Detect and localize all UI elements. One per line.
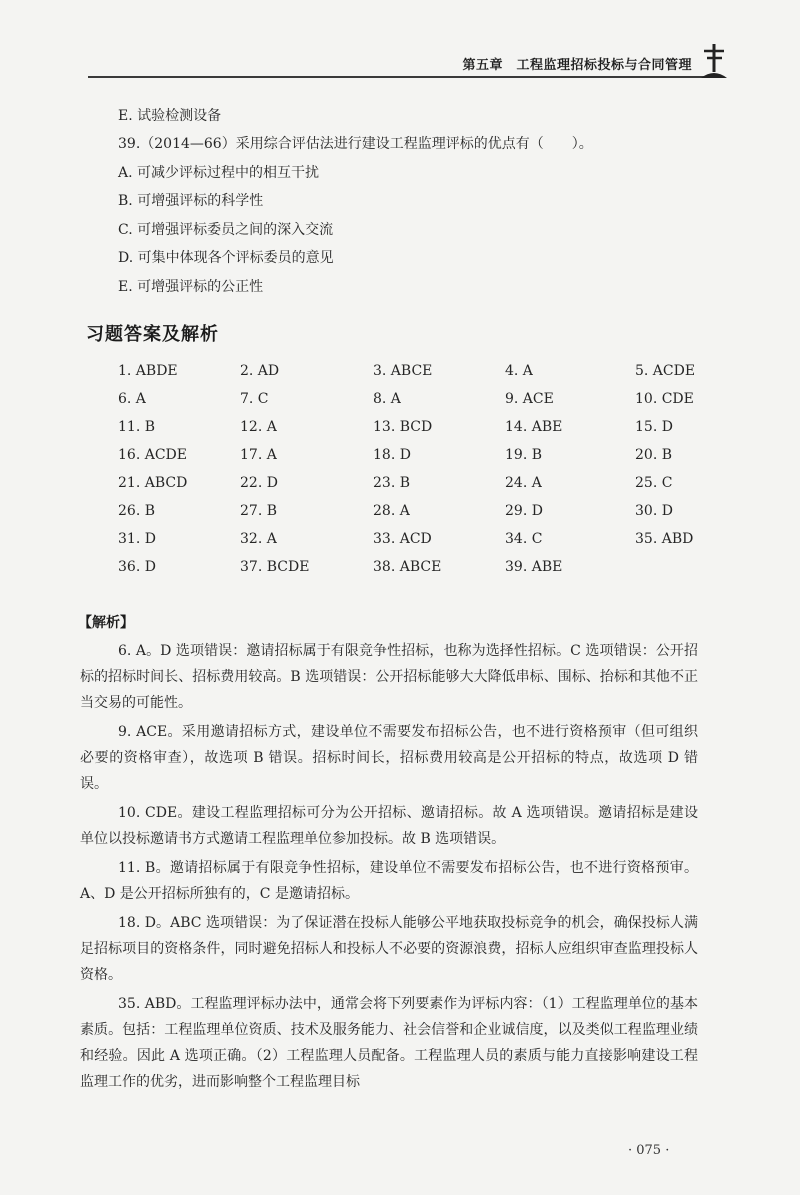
answer-item: 29. D [505, 503, 543, 519]
answer-item: 7. C [240, 391, 269, 407]
answer-item: 11. B [118, 419, 156, 435]
answer-item: 27. B [240, 503, 278, 519]
answer-key-grid [118, 360, 718, 584]
answer-item: 9. ACE [505, 391, 554, 407]
answer-item: 14. ABE [505, 419, 563, 435]
answer-item: 13. BCD [373, 419, 433, 435]
analysis-paragraph-18: 18. D。ABC 选项错误：为了保证潜在投标人能够公平地获取投标竞争的机会，确保投标人满足招标项目的资格条件，同时避免招标人和投标人不必要的资源浪费，招标人应组织审查监理投标人资格。 [80, 915, 698, 983]
analysis-paragraph-6: 6. A。D 选项错误：邀请招标属于有限竞争性招标，也称为选择性招标。C 选项错误：公开招标的招标时间长、招标费用较高。B 选项错误：公开招标能够大大降低串标、围标、抬标和其他不正当交易的可能性。 [80, 643, 698, 711]
question-39-option-e: E. 可增强评标的公正性 [118, 279, 264, 295]
prev-question-option-e: E. 试验检测设备 [118, 108, 222, 124]
answer-item: 4. A [505, 363, 533, 379]
answer-item: 21. ABCD [118, 475, 188, 491]
answer-item: 38. ABCE [373, 559, 442, 575]
question-39-option-a: A. 可减少评标过程中的相互干扰 [118, 165, 320, 181]
answer-item: 2. AD [240, 363, 280, 379]
page-number: · 075 · [628, 1143, 670, 1158]
analysis-paragraph-10: 10. CDE。建设工程监理招标可分为公开招标、邀请招标。故 A 选项错误。邀请招标是建设单位以投标邀请书方式邀请工程监理单位参加投标。故 B 选项错误。 [80, 805, 698, 847]
publisher-logo-icon [698, 42, 728, 80]
answer-item: 31. D [118, 531, 156, 547]
analysis-paragraph-35: 35. ABD。工程监理评标办法中，通常会将下列要素作为评标内容：（1）工程监理单位的基本素质。包括：工程监理单位资质、技术及服务能力、社会信誉和企业诚信度，以及类似工程监理业绩和经验。因此 A 选项正确。（2）工程监理人员配备。工程监理人员的素质与能力直接影响建设工程监理工作的优劣，进而影响整个工程监理目标 [80, 996, 698, 1090]
header-rule [88, 76, 708, 78]
analysis-paragraph-9: 9. ACE。采用邀请招标方式，建设单位不需要发布招标公告，也不进行资格预审（但可组织必要的资格审查），故选项 B 错误。招标时间长，招标费用较高是公开招标的特点，故选项 D 错误。 [80, 724, 698, 792]
answer-item: 33. ACD [373, 531, 432, 547]
answer-item: 39. ABE [505, 559, 563, 575]
answer-item: 8. A [373, 391, 401, 407]
answer-item: 26. B [118, 503, 156, 519]
answer-item: 30. D [635, 503, 673, 519]
answer-item: 37. BCDE [240, 559, 310, 575]
answer-item: 5. ACDE [635, 363, 696, 379]
answer-item: 34. C [505, 531, 543, 547]
answer-item: 17. A [240, 447, 277, 463]
answer-item: 3. ABCE [373, 363, 433, 379]
answer-item: 12. A [240, 419, 277, 435]
answer-item: 28. A [373, 503, 410, 519]
analysis-paragraph-11: 11. B。邀请招标属于有限竞争性招标，建设单位不需要发布招标公告，也不进行资格预审。A、D 是公开招标所独有的，C 是邀请招标。 [80, 860, 698, 902]
answer-item: 24. A [505, 475, 542, 491]
answer-item: 22. D [240, 475, 278, 491]
answer-item: 25. C [635, 475, 673, 491]
running-header [88, 42, 728, 82]
chapter-title: 第五章 工程监理招标投标与合同管理 [462, 58, 692, 73]
answer-item: 1. ABDE [118, 363, 178, 379]
answer-item: 10. CDE [635, 391, 694, 407]
answer-item: 32. A [240, 531, 277, 547]
answer-item: 19. B [505, 447, 543, 463]
answer-item: 16. ACDE [118, 447, 187, 463]
analysis-label: 【解析】 [78, 615, 134, 631]
question-39-option-b: B. 可增强评标的科学性 [118, 193, 264, 209]
answers-section-title: 习题答案及解析 [86, 324, 219, 345]
answer-item: 36. D [118, 559, 156, 575]
question-39-option-c: C. 可增强评标委员之间的深入交流 [118, 222, 334, 238]
answer-item: 20. B [635, 447, 673, 463]
answer-item: 23. B [373, 475, 411, 491]
answer-item: 18. D [373, 447, 411, 463]
answer-item: 35. ABD [635, 531, 694, 547]
answer-item: 15. D [635, 419, 673, 435]
question-39-option-d: D. 可集中体现各个评标委员的意见 [118, 250, 334, 266]
answer-item: 6. A [118, 391, 146, 407]
question-39-stem: 39.（2014—66）采用综合评估法进行建设工程监理评标的优点有（ ）。 [118, 136, 593, 152]
